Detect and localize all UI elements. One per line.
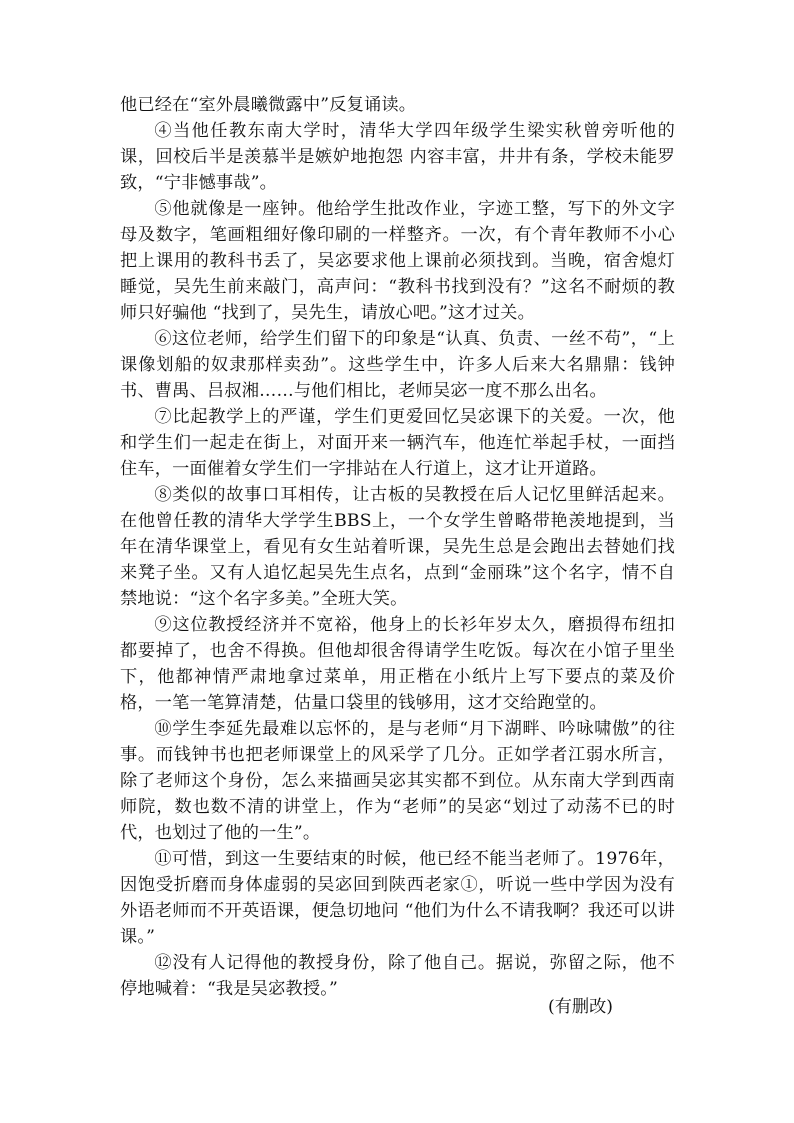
paragraph-9: ⑨这位教授经济并不宽裕，他身上的长衫年岁太久，磨损得布纽扣都要掉了，也舍不得换。但他却很舍得请学生吃饭。每次在小馆子里坐下，他都神情严肃地拿过菜单，用正楷在小纸片上写下要点的菜及价格，一笔一笔算清楚，估量口袋里的钱够用，这才交给跑堂的。 [120, 615, 675, 713]
paragraph-10: ⑩学生李延先最难以忘怀的，是与老师“月下湖畔、吟咏啸傲”的往事。而钱钟书也把老师课堂上的风采学了几分。正如学者江弱水所言，除了老师这个身份，怎么来描画吴宓其实都不到位。从东南大学到西南师院，数也数不清的讲堂上，作为“老师”的吴宓“划过了动荡不已的时代，也划过了他的一生”。 [120, 719, 675, 843]
paragraph-3-continuation: 他已经在“室外晨曦微露中”反复诵读。 [120, 95, 417, 115]
paragraph-6: ⑥这位老师，给学生们留下的印象是“认真、负责、一丝不苟”，“上课像划船的奴隶那样卖劲”。这些学生中，许多人后来大名鼎鼎：钱钟书、曹禺、吕叔湘……与他们相比，老师吴宓一度不那么出名。 [120, 329, 675, 401]
paragraph-4: ④当他任教东南大学时，清华大学四年级学生梁实秋曾旁听他的课，回校后半是羡慕半是嫉妒地抱怨 内容丰富，井井有条，学校未能罗致，“宁非憾事哉”。 [120, 121, 675, 193]
paragraph-11: ⑪可惜，到这一生要结束的时候，他已经不能当老师了。1976年，因饱受折磨而身体虚弱的吴宓回到陕西老家①，听说一些中学因为没有外语老师而不开英语课，便急切地问 “他们为什么不请我啊？我还可以讲课。” [120, 849, 675, 947]
paragraph-5: ⑤他就像是一座钟。他给学生批改作业，字迹工整，写下的外文字母及数字，笔画粗细好像印刷的一样整齐。一次，有个青年教师不小心把上课用的教科书丢了，吴宓要求他上课前必须找到。当晚，宿舍熄灯睡觉，吴先生前来敲门，高声问：“教科书找到没有？”这名不耐烦的教师只好骗他 “找到了，吴先生，请放心吧。”这才过关。 [120, 199, 675, 323]
paragraph-12: ⑫没有人记得他的教授身份，除了他自己。据说，弥留之际，他不停地喊着：“我是吴宓教授。” [120, 953, 675, 999]
source-note: (有删改) [548, 997, 613, 1017]
paragraph-7: ⑦比起教学上的严谨，学生们更爱回忆吴宓课下的关爱。一次，他和学生们一起走在街上，对面开来一辆汽车，他连忙举起手杖，一面挡住车，一面催着女学生们一字排站在人行道上，这才让开道路。 [120, 407, 675, 479]
article-body [120, 92, 675, 1002]
paragraph-8: ⑧类似的故事口耳相传，让古板的吴教授在后人记忆里鲜活起来。在他曾任教的清华大学学生BBS上，一个女学生曾略带艳羡地提到，当年在清华课堂上，看见有女生站着听课，吴先生总是会跑出去替她们找来凳子坐。又有人追忆起吴先生点名，点到“金丽珠”这个名字，情不自禁地说：“这个名字多美。”全班大笑。 [120, 485, 675, 609]
